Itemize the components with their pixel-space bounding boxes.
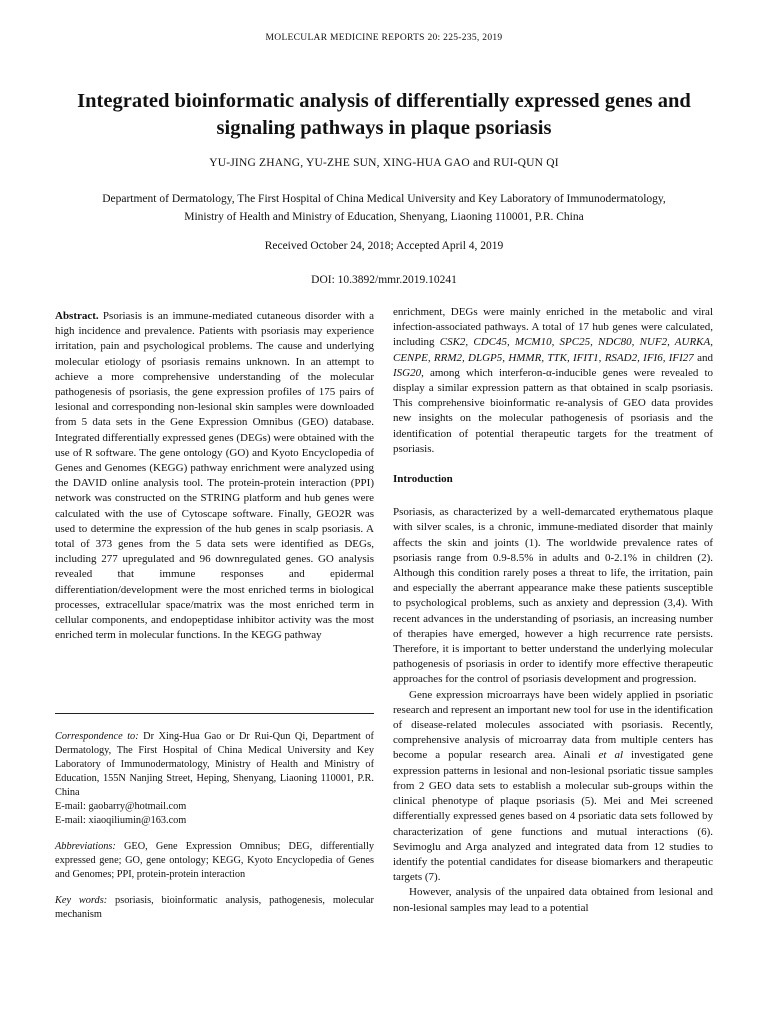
keywords-note xyxy=(55,894,374,922)
abbreviations-note xyxy=(55,840,374,882)
abstract-paragraph xyxy=(55,309,374,643)
abstract-cont-text-2: , among which interferon-α-inducible genes were revealed to display a similar expression pattern as that obtained in scalp psoriasis. This comprehensive bioinformatic re-analysis of GEO data provides new insights on the molecular pathogenesis of psoriasis and the identification of potential therapeutic targets for the treatment of psoriasis. xyxy=(393,366,713,455)
and-word: and xyxy=(693,351,714,364)
intro-p2-text-2: investigated gene expression patterns in lesional and non-lesional psoriatic tissue samples from 2 GEO data sets to establish a molecular sub-groups within the clinical phenotype of plaque psoriasis (5). Mei and Mei screened differentially expressed genes based on 4 psoriatic data sets followed by characterization of gene functions and mutual interactions (6). Sevimoglu and Arga analyzed and integrated data from 12 studies to identify the potential candidates for disease biomarkers and therapeutic targets (7). xyxy=(393,749,713,884)
hub-gene-list: CSK2, CDC45, MCM10, SPC25, NDC80, NUF2, AURKA, CENPE, RRM2, DLGP5, HMMR, TTK, IFIT1, RSAD2, IFI6, IFI27 xyxy=(393,336,713,364)
abstract-cont-text: enrichment, DEGs were mainly enriched in the metabolic and viral infection-associated pathways. A total of 17 hub genes were calculated, including xyxy=(393,306,713,349)
correspondence-label: Correspondence to: xyxy=(55,731,139,742)
right-column xyxy=(393,305,713,916)
abbreviations-label: Abbreviations: xyxy=(55,841,116,852)
author-list: YU-JING ZHANG, YU-ZHE SUN, XING-HUA GAO and RUI-QUN QI xyxy=(209,157,559,169)
section-heading-introduction: Introduction xyxy=(393,473,453,486)
keywords-text: psoriasis, bioinformatic analysis, pathogenesis, molecular mechanism xyxy=(55,895,374,920)
intro-p2-text: Gene expression microarrays have been widely applied in psoriatic research and represent an important new tool for use in the identification of disease-related molecules associated with psoriasis. Recently, comprehensive analysis of microarray data from multiple centers has become a popular research area. Ainali xyxy=(393,688,713,762)
email-1: E-mail: gaobarry@hotmail.com xyxy=(55,801,187,812)
correspondence-note xyxy=(55,730,374,828)
keywords-label: Key words: xyxy=(55,895,108,906)
abbreviations-text: GEO, Gene Expression Omnibus; DEG, differentially expressed gene; GO, gene ontology; KEGG, Kyoto Encyclopedia of Genes and Genomes; PPI, protein-protein interaction xyxy=(55,841,374,880)
affiliation-line: Ministry of Health and Ministry of Education, Shenyang, Liaoning 110001, P.R. China xyxy=(184,211,584,223)
footnotes xyxy=(55,730,374,934)
correspondence-text: Dr Xing-Hua Gao or Dr Rui-Qun Qi, Department of Dermatology, The First Hospital of China Medical University and Key Laboratory of Immunodermatology, Ministry of Health and Ministry of Education, 155N Nanjing Street, Heping, Shenyang, Liaoning 110001, P.R. China xyxy=(55,731,374,798)
intro-paragraph-3: However, analysis of the unpaired data obtained from lesional and non-lesional samples may lead to a potential xyxy=(393,886,713,914)
et-al: et al xyxy=(598,749,624,762)
hub-gene-last: ISG20 xyxy=(393,366,422,379)
intro-paragraph-1: Psoriasis, as characterized by a well-demarcated erythematous plaque with silver scales, is a chronic, immune-mediated disorder that mainly affects the skin and joints (1). The worldwide prevalence rates of psoriasis range from 0.9-8.5% in adults and 0-2.1% in children (2). Although this condition rarely poses a threat to life, the irritation, pain and especially the aberrant appearance make these patients susceptible to psychological problems, such as anxiety and depression (3,4). With recent advances in the understanding of psoriasis, an increasing number of therapies have emerged, however a high recurrence rate persists. Therefore, it is important to better understand the underlying molecular pathogenesis of psoriasis in order to identify more effective therapeutic approaches for the control of psoriasis development and progression. xyxy=(393,506,713,686)
footnote-divider xyxy=(55,713,374,714)
intro-paragraph-2 xyxy=(393,688,713,886)
abstract-continuation xyxy=(393,305,713,457)
running-head: MOLECULAR MEDICINE REPORTS 20: 225-235, 2019 xyxy=(265,33,503,43)
affiliation xyxy=(50,190,718,226)
article-title: Integrated bioinformatic analysis of differentially expressed genes and signaling pathways in plaque psoriasis xyxy=(77,90,691,139)
affiliation-line: Department of Dermatology, The First Hospital of China Medical University and Key Laboratory of Immunodermatology, xyxy=(102,193,666,205)
abstract-label: Abstract. xyxy=(55,310,99,322)
abstract-left-column xyxy=(55,309,374,643)
received-dates: Received October 24, 2018; Accepted April 4, 2019 xyxy=(264,240,504,252)
abstract-text: Psoriasis is an immune-mediated cutaneous disorder with a high incidence and prevalence. Patients with psoriasis may experience irritation, pain and psychological problems. The cause and underlying molecular etiology of psoriasis remains unknown. In an attempt to achieve a more comprehensive understanding of the molecular pathogenesis of psoriasis, the gene expression profiles of 175 pairs of lesional and corresponding non-lesional skin samples were downloaded from 5 data sets in the Gene Expression Omnibus (GEO) database. Integrated differentially expressed genes (DEGs) were obtained with the use of R software. The gene ontology (GO) and Kyoto Encyclopedia of Genes and Genomes (KEGG) pathway enrichment were analyzed using the DAVID online analysis tool. The protein-protein interaction (PPI) network was constructed on the STRING platform and hub genes were calculated with the use of Cytoscape software. Finally, GEO2R was used to determine the expression of the hub genes in scalp psoriasis. A total of 373 genes from the 5 data sets were identified as DEGs, including 277 upregulated and 96 downregulated genes. GO analysis revealed that immune responses and epidermal differentiation/development were the most enriched terms in biological processes, extracellular space/matrix was the most enriched term in cellular components, and endopeptidase inhibitor activity was the most enriched term in molecular functions. In the KEGG pathway xyxy=(55,310,374,642)
doi: DOI: 10.3892/mmr.2019.10241 xyxy=(311,274,457,286)
email-2: E-mail: xiaoqiliumin@163.com xyxy=(55,815,187,826)
